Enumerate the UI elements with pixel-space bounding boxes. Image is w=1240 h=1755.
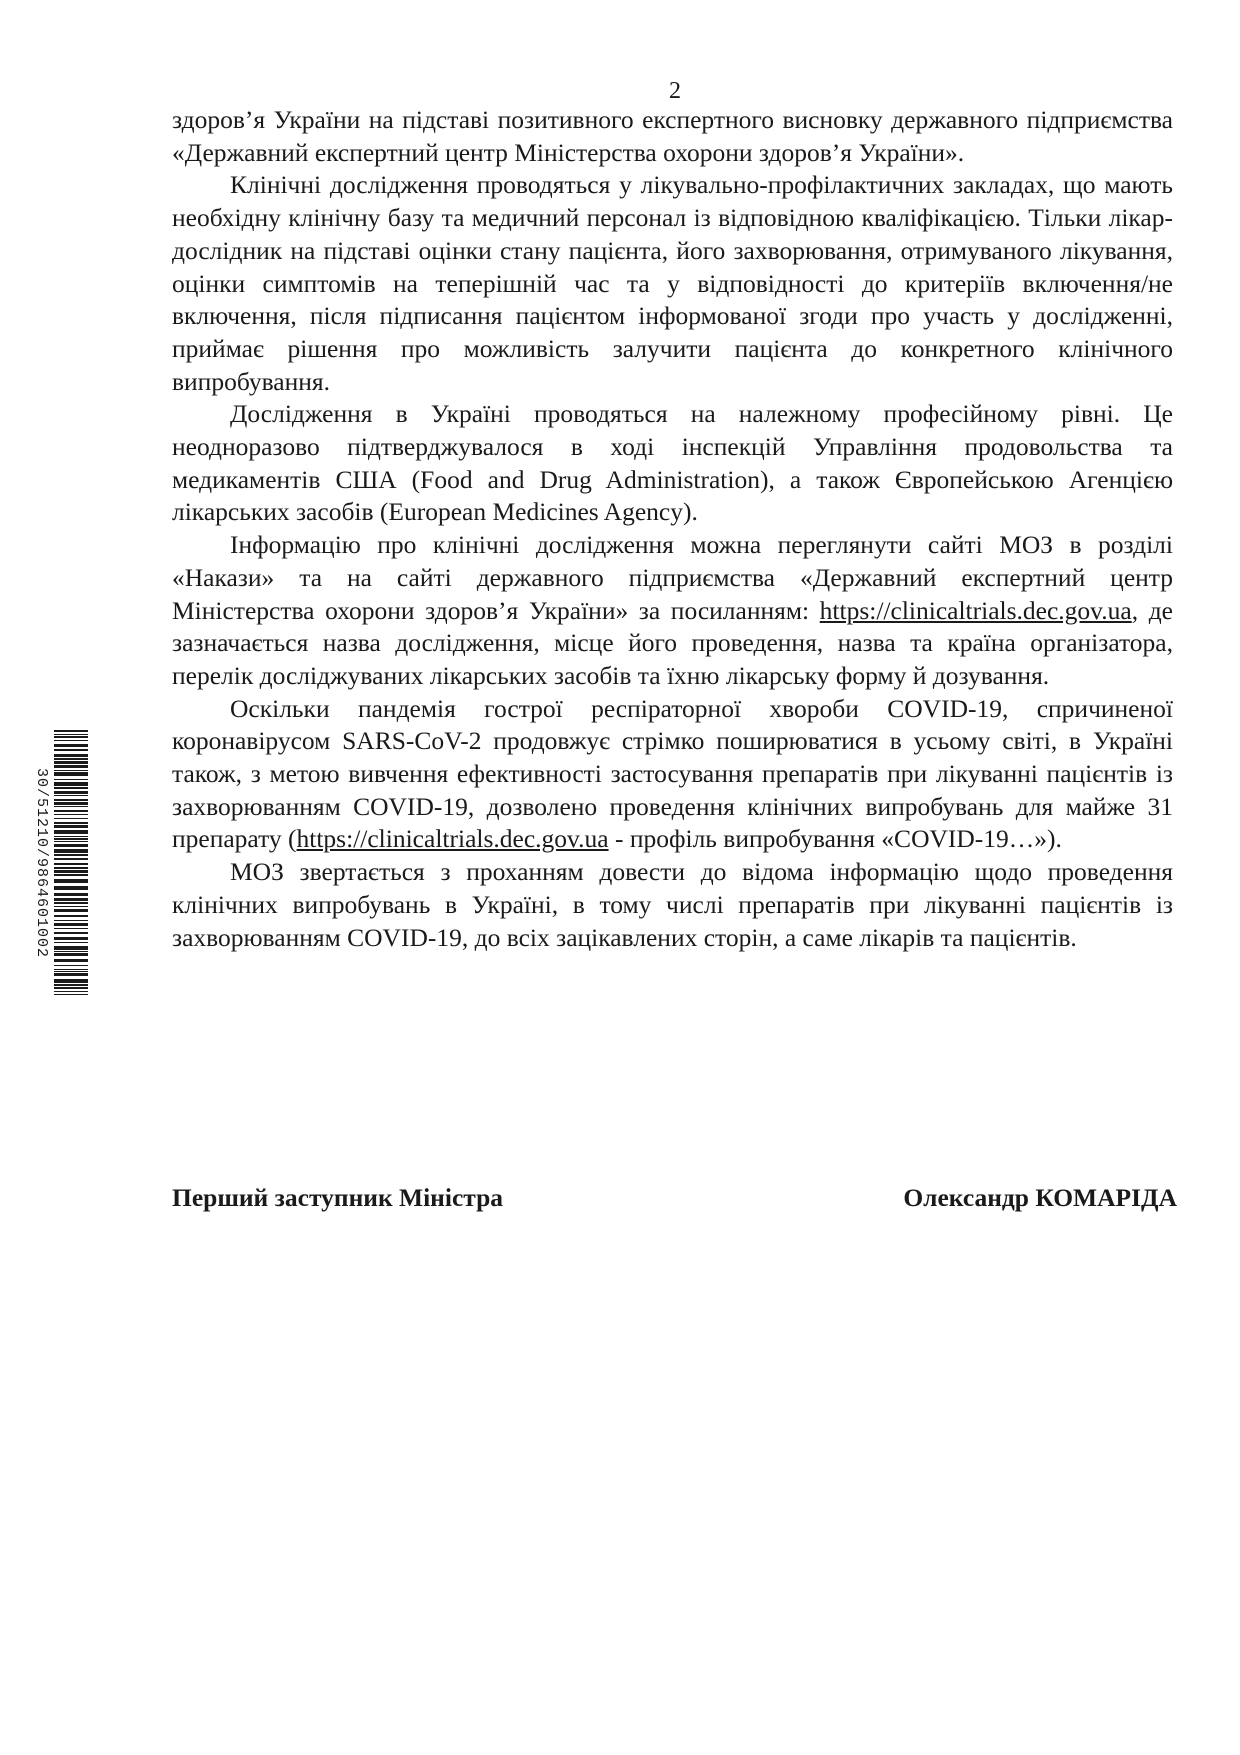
barcode-bar [54,951,88,952]
barcode-bar [54,991,88,992]
barcode-bar [54,744,88,747]
barcode-bar [54,772,88,776]
barcode-bar [54,814,88,815]
barcode-bar [54,928,88,929]
signatory-name: Олександр КОМАРІДА [903,1183,1177,1212]
paragraph-text: МОЗ звертається з проханням довести до відома інформацію щодо проведення клінічних випробувань в Україні, в тому числі препаратів при лікуванні пацієнтів із захворюванням COVID-19, до всіх зацікавлених сторін, а саме лікарів та пацієнтів. [172,857,1173,952]
barcode-bar [54,893,88,896]
barcode-bar [54,984,88,986]
barcode-bar [54,849,88,853]
registration-barcode [30,730,90,996]
barcode-bar [54,818,88,819]
paragraph-text: - профіль випробування «COVID-19…»). [608,824,1062,854]
barcode-bar [54,836,88,837]
barcode-bar [54,979,88,983]
barcode-bar [54,942,88,943]
barcode-bar [54,854,88,856]
barcode-bar [54,782,88,786]
barcode-bar [54,987,88,989]
barcode-bar [54,734,88,735]
barcode-icon [54,730,88,996]
barcode-bar [54,906,88,907]
barcode-bar [54,770,88,771]
clinicaltrials-link[interactable]: https://clinicaltrials.dec.gov.ua [296,824,609,854]
barcode-bar [54,946,88,950]
barcode-bar [54,886,88,890]
clinicaltrials-link[interactable]: https://clinicaltrials.dec.gov.ua [819,595,1132,625]
barcode-number: 30/51210/9864601002 [33,767,50,959]
paragraph-text: Дослідження в Україні проводяться на належному професійному рівні. Це неодноразово підтверджувалося в ході інспекцій Управління продовольства та медикаментів США (Food and Drug Administration), а також Європейською Агенцією лікарських засобів (European Medicines Agency). [172,399,1173,527]
barcode-bar [54,761,88,764]
barcode-bar [54,874,88,876]
barcode-bar [54,932,88,934]
barcode-bar [54,810,88,812]
paragraph [172,398,1173,529]
barcode-bar [54,765,88,768]
barcode-bar [54,965,88,966]
barcode-bar [54,740,88,741]
barcode-bar [54,749,88,751]
barcode-bar [54,830,88,834]
paragraph [172,693,1173,857]
paragraph-text: Клінічні дослідження проводяться у лікувально-профілактичних закладах, що мають необхідну клінічну базу та медичний персонал із відповідною кваліфікацією. Тільки лікар-дослідник на підставі оцінки стану пацієнта, його захворювання, отримуваного лікування, оцінки симптомів на теперішній час та у відповідності до критеріїв включення/не включення, після підписання пацієнтом інформованої згоди про участь у дослідженні, приймає рішення про можливість залучити пацієнта до конкретного клінічного випробування. [172,170,1173,396]
barcode-bar [54,754,88,757]
paragraph [172,169,1173,398]
barcode-bar [54,879,88,883]
paragraph [172,104,1173,169]
barcode-bar [54,898,88,901]
barcode-bar [54,867,88,869]
barcode-bar [54,870,88,873]
barcode-bar [54,825,88,828]
barcode-bar [54,844,88,847]
barcode-bar [54,822,88,824]
barcode-bar [54,736,88,738]
page-number: 2 [669,78,681,104]
barcode-bar [54,953,88,956]
barcode-bar [54,971,88,972]
barcode-bar [54,923,88,926]
barcode-bar [54,959,88,962]
barcode-bar [54,791,88,794]
paragraph [172,529,1173,693]
barcode-bar [54,787,88,789]
barcode-bar [54,863,88,865]
barcode-bar [54,902,88,904]
signatory-position: Перший заступник Міністра [172,1183,504,1212]
barcode-bar [54,799,88,801]
paragraph-text: Оскільки пандемія гострої респіраторної хвороби COVID-19, спричиненої коронавірусом SARS-CoV-2 продовжує стрімко поширюватися в усьому світі, в Україні також, з метою вивчення ефективності застосування препаратів при лікуванні пацієнтів із захворюванням COVID-19, дозволено проведення клінічних випробувань для майже 31 препарату ( [172,693,1173,854]
barcode-bar [54,858,88,860]
barcode-bar [54,795,88,796]
paragraph-text: здоров’я України на підставі позитивного експертного висновку державного підприємства «Державний експертний центр Міністерства охорони здоров’я України». [172,105,1173,167]
barcode-bar [54,838,88,840]
document-body [172,104,1173,954]
barcode-bar [54,909,88,912]
barcode-bar [54,994,88,995]
paragraph-text: , де зазначається назва дослідження, місце його проведення, назва та країна організатора, перелік досліджуваних лікарських засобів та їхню лікарську форму й дозування. [172,595,1173,690]
barcode-bar [54,920,88,921]
barcode-bar [54,937,88,940]
paragraph [172,856,1173,954]
barcode-bar [54,806,88,807]
paragraph-text: Інформацію про клінічні дослідження можна переглянути сайті МОЗ в розділі «Накази» та на сайті державного підприємства «Державний експертний центр Міністерства охорони здоров’я України» за посиланням: [172,530,1173,625]
barcode-bar [54,779,88,780]
barcode-bar [54,973,88,976]
barcode-bar [54,758,88,760]
barcode-bar [54,841,88,842]
barcode-bar [54,730,88,732]
barcode-bar [54,969,88,970]
barcode-bar [54,915,88,917]
barcode-bar [54,802,88,805]
